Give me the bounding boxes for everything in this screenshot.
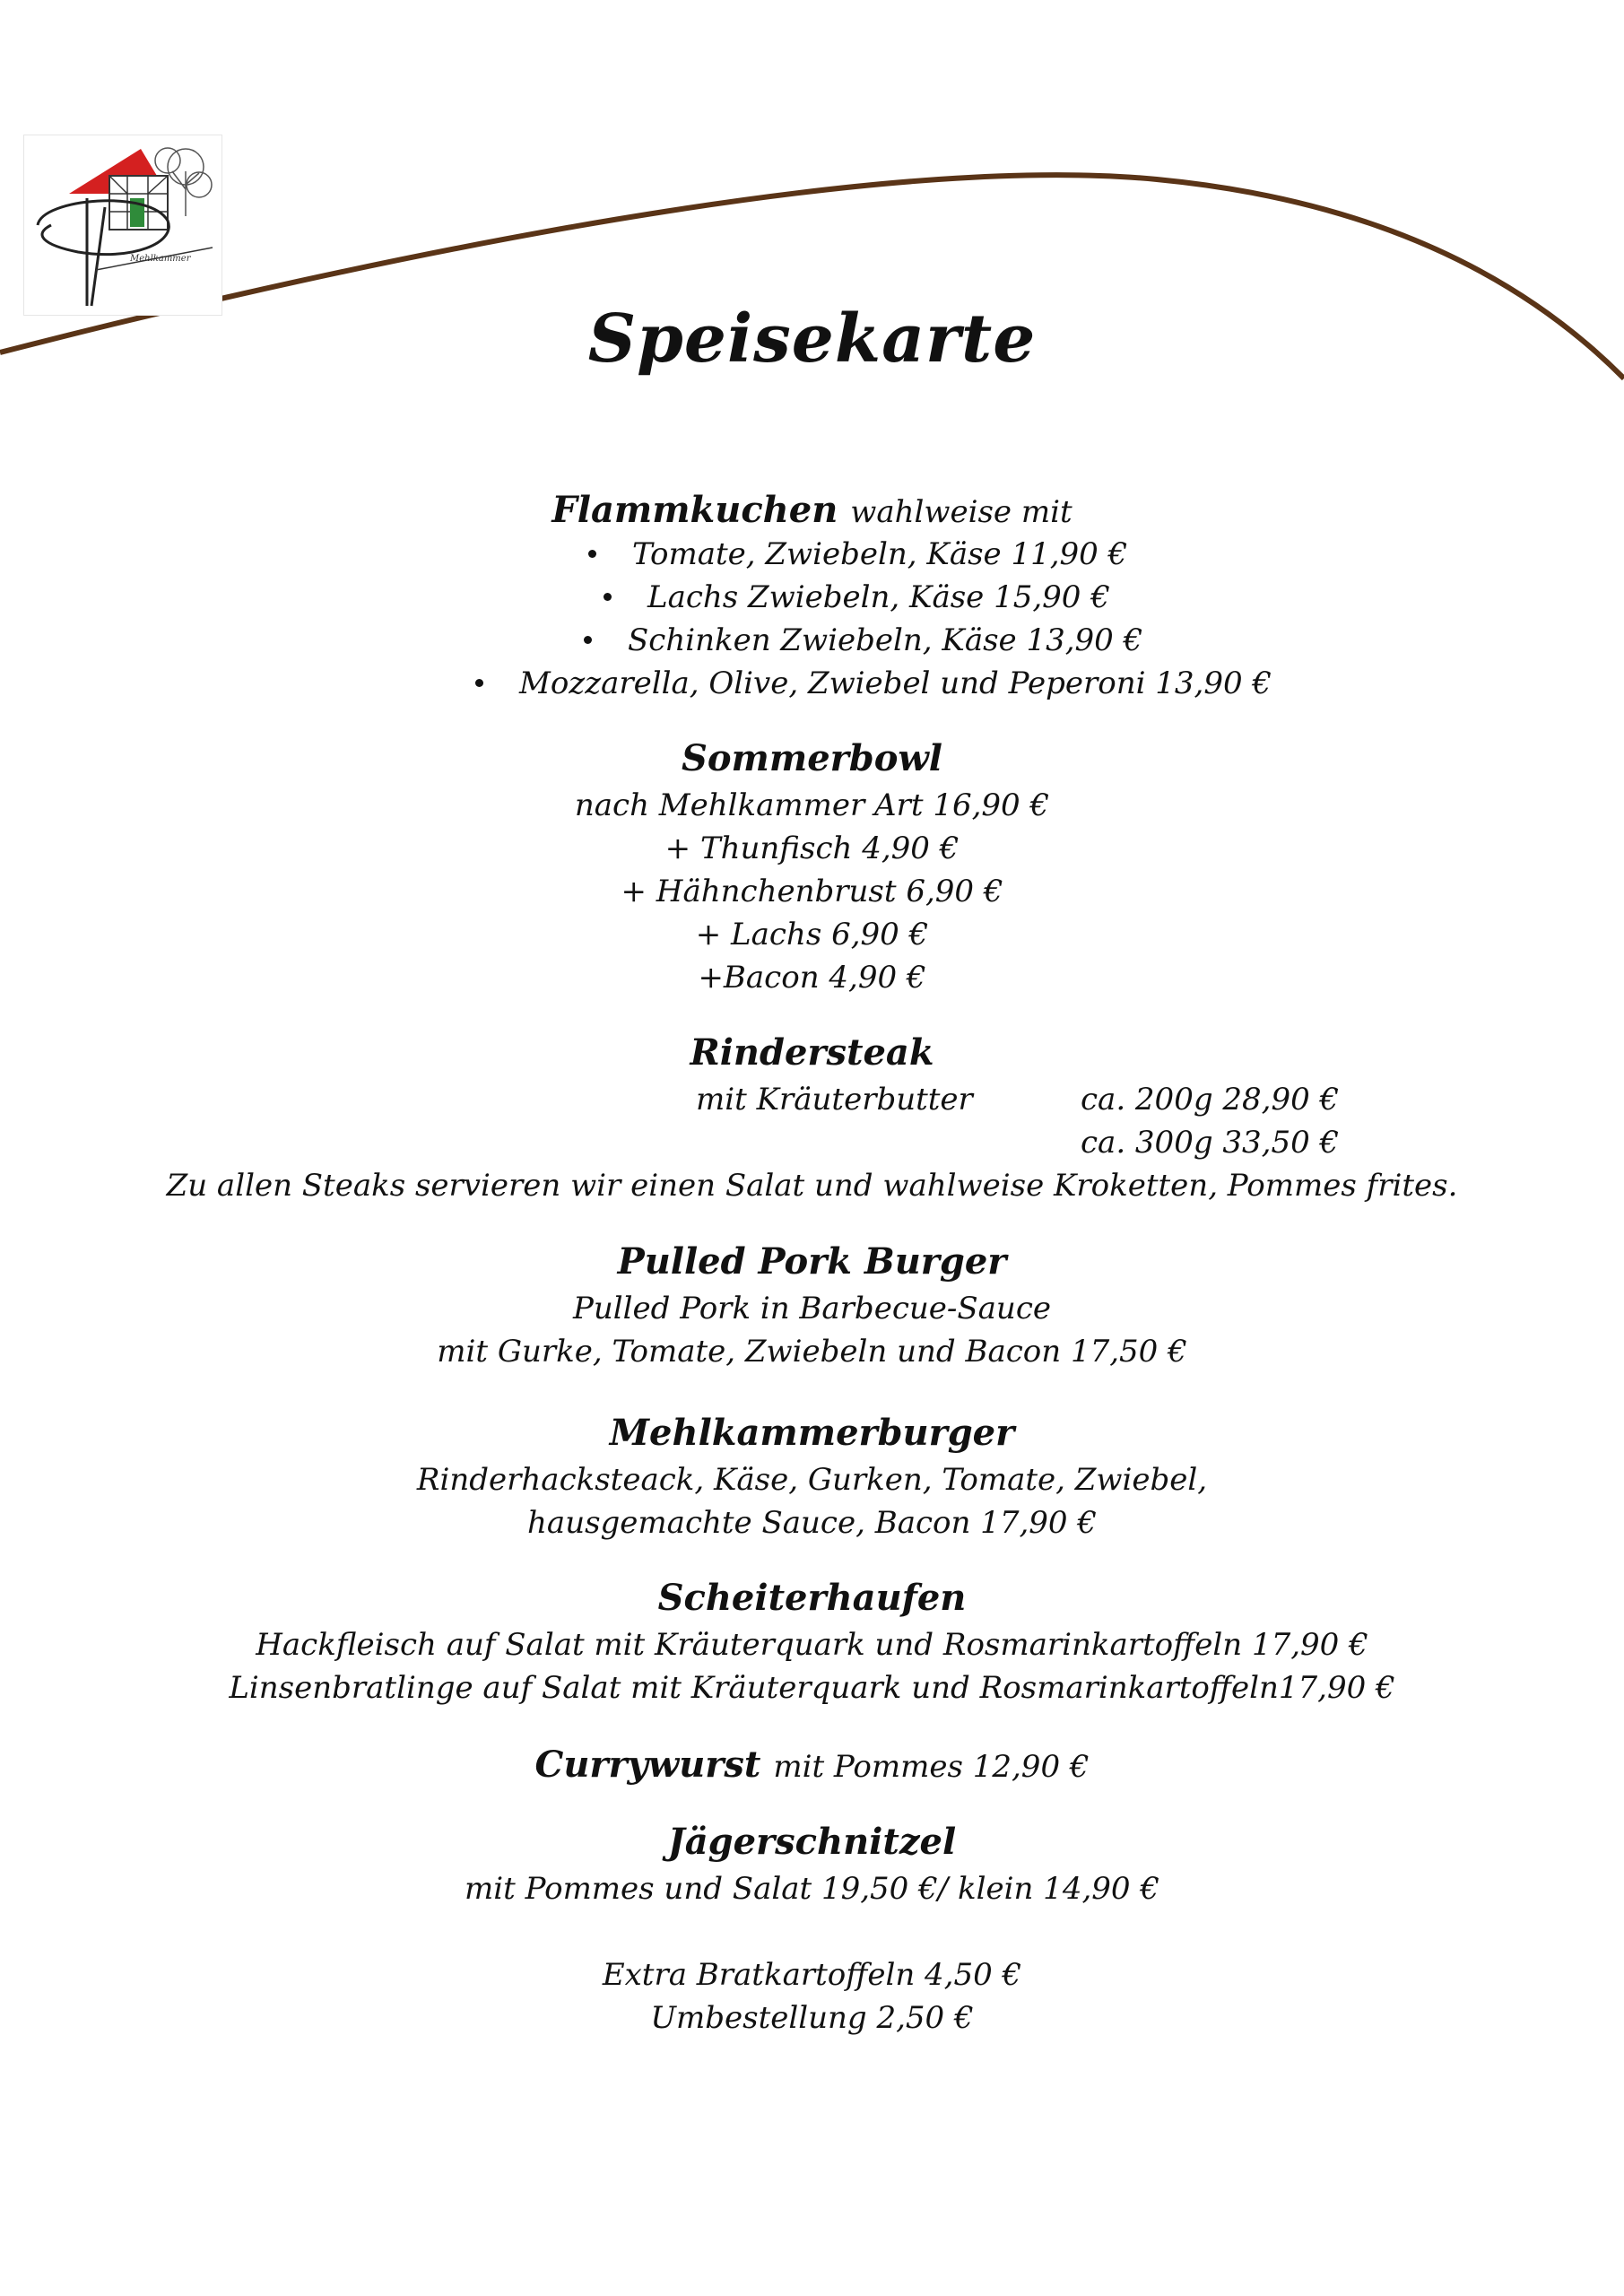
section-subtitle: mit Pommes 12,90 €	[773, 1749, 1090, 1785]
menu-line: Pulled Pork in Barbecue-Sauce	[573, 1291, 1051, 1326]
section-title: Mehlkammerburger	[609, 1412, 1015, 1454]
list-item: Mozzarella, Olive, Zwiebel und Peperoni 13,90 €	[475, 665, 1272, 701]
extra-line: Extra Bratkartoffeln 4,50 €	[602, 1957, 1022, 1993]
section-title: Scheiterhaufen	[657, 1577, 967, 1619]
section-title: Flammkuchen	[551, 489, 838, 531]
menu-line: mit Pommes und Salat 19,50 €/ klein 14,90 €	[465, 1871, 1159, 1907]
price: ca. 300g 33,50 €	[1081, 1125, 1340, 1161]
section-title: Currywurst	[534, 1744, 761, 1786]
restaurant-logo	[23, 135, 222, 316]
section-title: Jägerschnitzel	[667, 1821, 957, 1863]
menu-line: Rinderhacksteack, Käse, Gurken, Tomate, Zwiebel,	[416, 1462, 1208, 1498]
menu-line: + Thunfisch 4,90 €	[664, 831, 960, 866]
bullet-icon	[475, 679, 483, 687]
section-title: Pulled Pork Burger	[617, 1240, 1007, 1283]
menu-line: mit Gurke, Tomate, Zwiebeln und Bacon 17,50 €	[437, 1334, 1187, 1370]
list-item: Schinken Zwiebeln, Käse 13,90 €	[584, 622, 1142, 658]
menu-line: + Hähnchenbrust 6,90 €	[621, 874, 1003, 909]
menu-note: Zu allen Steaks servieren wir einen Salat und wahlweise Kroketten, Pommes frites.	[166, 1168, 1458, 1204]
menu-line: + Lachs 6,90 €	[695, 917, 929, 952]
menu-line: +Bacon 4,90 €	[698, 960, 926, 996]
list-item: Lachs Zwiebeln, Käse 15,90 €	[604, 579, 1110, 615]
list-item: Tomate, Zwiebeln, Käse 11,90 €	[588, 536, 1127, 572]
extra-line: Umbestellung 2,50 €	[650, 2000, 974, 2036]
menu-line: Linsenbratlinge auf Salat mit Kräuterquark und Rosmarinkartoffeln17,90 €	[229, 1670, 1395, 1706]
section-title: Sommerbowl	[681, 737, 942, 779]
bullet-icon	[588, 550, 596, 558]
menu-line: nach Mehlkammer Art 16,90 €	[574, 787, 1050, 823]
section-currywurst	[0, 1744, 1624, 1786]
page-title: Speisekarte	[587, 300, 1037, 378]
section-title: Rindersteak	[690, 1031, 934, 1074]
section-subtitle: wahlweise mit	[850, 494, 1073, 530]
menu-line: hausgemachte Sauce, Bacon 17,90 €	[527, 1505, 1097, 1541]
menu-line: Hackfleisch auf Salat mit Kräuterquark und Rosmarinkartoffeln 17,90 €	[256, 1627, 1368, 1663]
section-flammkuchen	[0, 489, 1624, 531]
menu-line: mit Kräuterbutter	[696, 1082, 973, 1118]
bullet-icon	[604, 593, 612, 601]
logo-text: Mehlkammer	[130, 254, 191, 264]
price: ca. 200g 28,90 €	[1081, 1082, 1340, 1118]
bullet-icon	[584, 636, 592, 644]
logo-graphic	[24, 135, 221, 315]
